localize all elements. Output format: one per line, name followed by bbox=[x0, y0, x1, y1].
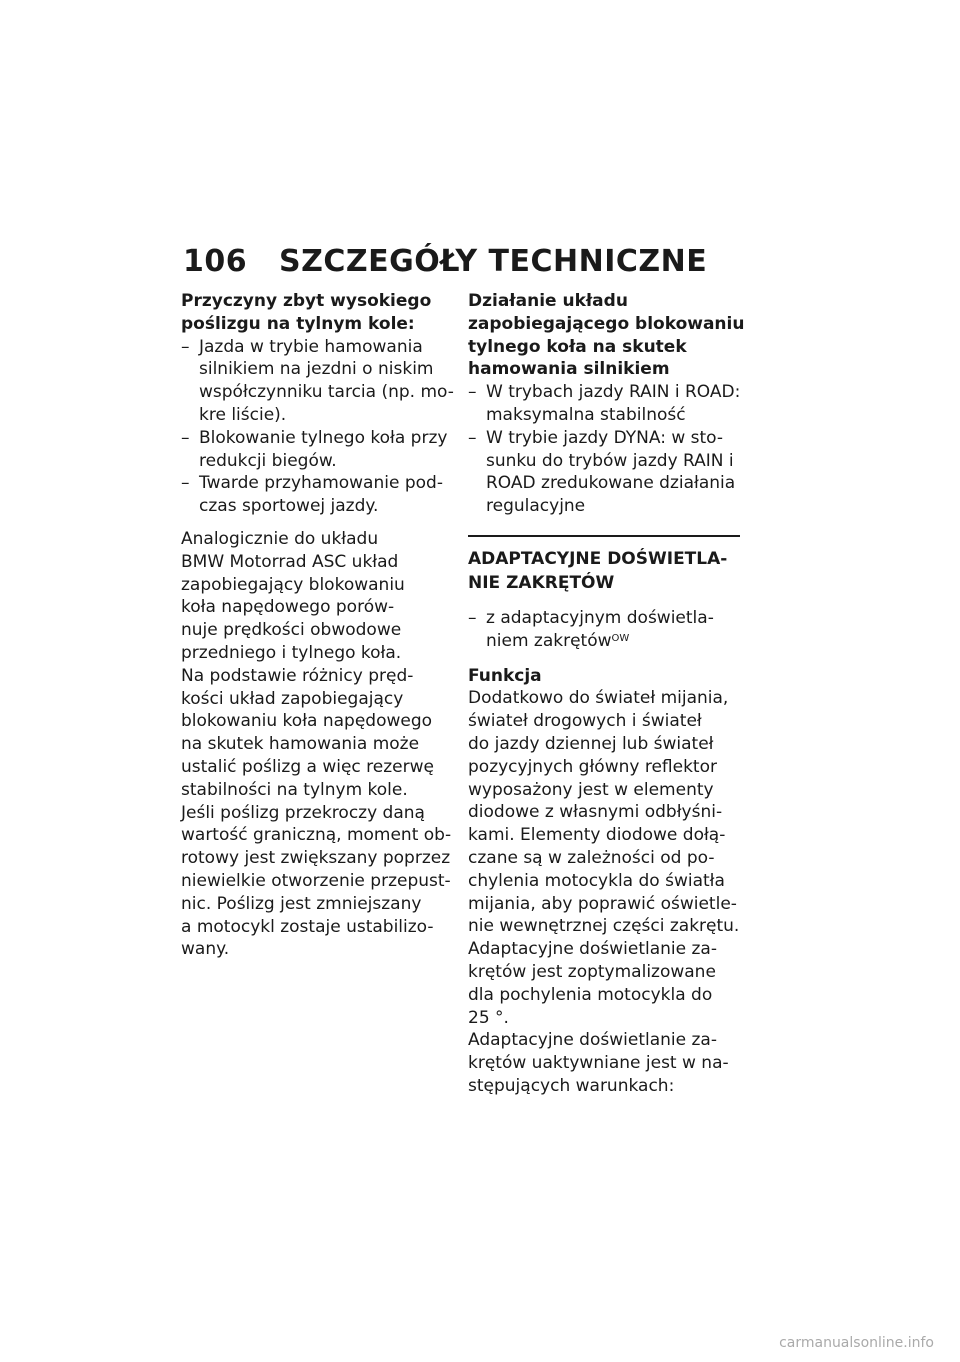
text-line: Na podstawie różnicy pręd- bbox=[181, 665, 414, 686]
text-line: wartość graniczną, moment ob- bbox=[181, 825, 452, 846]
heading-line: zapobiegającego blokowaniu bbox=[468, 313, 745, 334]
text-line: krętów jest zoptymalizowane bbox=[468, 961, 716, 982]
text-line: Adaptacyjne doświetlanie za- bbox=[468, 939, 717, 960]
page-title: SZCZEGÓŁY TECHNICZNE bbox=[279, 244, 708, 279]
text-line: W trybie jazdy DYNA: w sto- bbox=[486, 427, 724, 448]
text-line: nuje prędkości obwodowe bbox=[181, 620, 402, 641]
right-column bbox=[468, 290, 745, 1098]
text-line: a motocykl zostaje ustabilizo- bbox=[181, 916, 434, 937]
text-line: Jazda w trybie hamowania bbox=[199, 336, 423, 357]
text-line: z adaptacyjnym doświetla- bbox=[486, 607, 714, 628]
function-heading: Funkcja bbox=[468, 665, 542, 686]
watermark: carmanualsonline.info bbox=[779, 1335, 934, 1351]
text-line: zapobiegający blokowaniu bbox=[181, 574, 405, 595]
bullet-item bbox=[181, 336, 454, 427]
text-line: pozycyjnych główny reflektor bbox=[468, 756, 717, 777]
optional-equipment-mark: OW bbox=[611, 632, 630, 644]
text-line: maksymalna stabilność bbox=[486, 404, 686, 425]
text-line: krętów uaktywniane jest w na- bbox=[468, 1053, 729, 1074]
heading-line: ADAPTACYJNE DOŚWIETLA- bbox=[468, 548, 728, 569]
text-line: chylenia motocykla do światła bbox=[468, 870, 725, 891]
text-line: nie wewnętrznej części zakrętu. bbox=[468, 916, 740, 937]
bullet-item bbox=[468, 427, 740, 518]
section-divider bbox=[468, 535, 740, 595]
text-line: kości układ zapobiegający bbox=[181, 688, 404, 709]
text-line: ustalić poślizg a więc rezerwę bbox=[181, 756, 434, 777]
text-line: koła napędowego porów- bbox=[181, 597, 395, 618]
heading-line: hamowania silnikiem bbox=[468, 359, 670, 380]
text-line: 25 °. bbox=[468, 1007, 509, 1028]
text-line: Dodatkowo do świateł mijania, bbox=[468, 688, 729, 709]
left-body bbox=[181, 528, 452, 961]
text-line: współczynniku tarcia (np. mo- bbox=[199, 382, 454, 403]
left-column bbox=[181, 290, 454, 961]
text-line: Jeśli poślizg przekroczy daną bbox=[181, 802, 425, 823]
page-number: 106 bbox=[183, 244, 248, 279]
text-line: przedniego i tylnego koła. bbox=[181, 642, 402, 663]
text-line: czane są w zależności od po- bbox=[468, 847, 715, 868]
text-line: rotowy jest zwiększany poprzez bbox=[181, 848, 451, 869]
text-line: kami. Elementy diodowe dołą- bbox=[468, 825, 726, 846]
option-text: niem zakrętów bbox=[486, 630, 612, 651]
text-line: wany. bbox=[181, 939, 230, 960]
text-line: Adaptacyjne doświetlanie za- bbox=[468, 1030, 717, 1051]
text-line: blokowaniu koła napędowego bbox=[181, 711, 433, 732]
bullet-dash: – bbox=[181, 427, 190, 448]
text-line: BMW Motorrad ASC układ bbox=[181, 551, 399, 572]
text-line bbox=[486, 630, 740, 653]
bullet-dash: – bbox=[468, 382, 477, 403]
heading-line: poślizgu na tylnym kole: bbox=[181, 313, 415, 334]
text-line: ROAD zredukowane działania bbox=[486, 473, 736, 494]
right-body bbox=[468, 687, 740, 1097]
bullet-item bbox=[181, 472, 449, 518]
text-line: stępujących warunkach: bbox=[468, 1075, 675, 1096]
heading-line: Działanie układu bbox=[468, 291, 628, 311]
bullet-item bbox=[181, 427, 449, 473]
bullet-dash: – bbox=[468, 427, 477, 448]
text-line: silnikiem na jezdni o niskim bbox=[199, 359, 434, 380]
heading-line: tylnego koła na skutek bbox=[468, 336, 687, 357]
text-line: czas sportowej jazdy. bbox=[199, 496, 379, 517]
text-line: mijania, aby poprawić oświetle- bbox=[468, 893, 737, 914]
text-line: W trybach jazdy RAIN i ROAD: bbox=[486, 382, 741, 403]
text-line: sunku do trybów jazdy RAIN i bbox=[486, 450, 734, 471]
text-line: dla pochylenia motocykla do bbox=[468, 984, 713, 1005]
text-line: Twarde przyhamowanie pod- bbox=[199, 473, 443, 494]
heading-line: NIE ZAKRĘTÓW bbox=[468, 572, 615, 593]
left-heading bbox=[181, 290, 449, 336]
text-line: kre liście). bbox=[199, 404, 287, 425]
text-line: wyposażony jest w elementy bbox=[468, 779, 714, 800]
bullet-dash: – bbox=[468, 607, 477, 628]
right-heading bbox=[468, 290, 745, 381]
bullet-item bbox=[468, 381, 740, 427]
option-item bbox=[468, 607, 740, 653]
text-line: Analogicznie do układu bbox=[181, 528, 379, 549]
page-header bbox=[183, 244, 707, 279]
bullet-dash: – bbox=[181, 336, 190, 357]
text-line: redukcji biegów. bbox=[199, 450, 337, 471]
bullet-dash: – bbox=[181, 473, 190, 494]
heading-line: Przyczyny zbyt wysokiego bbox=[181, 291, 432, 311]
text-line: regulacyjne bbox=[486, 496, 586, 517]
text-line: stabilności na tylnym kole. bbox=[181, 779, 408, 800]
text-line: na skutek hamowania może bbox=[181, 734, 420, 755]
text-line: diodowe z własnymi odbłyśni- bbox=[468, 802, 723, 823]
section-title bbox=[468, 547, 740, 595]
text-line: niewielkie otworzenie przepust- bbox=[181, 870, 451, 891]
text-line: świateł drogowych i świateł bbox=[468, 711, 702, 732]
text-line: Blokowanie tylnego koła przy bbox=[199, 427, 448, 448]
text-line: do jazdy dziennej lub świateł bbox=[468, 733, 714, 754]
text-line: nic. Poślizg jest zmniejszany bbox=[181, 893, 422, 914]
